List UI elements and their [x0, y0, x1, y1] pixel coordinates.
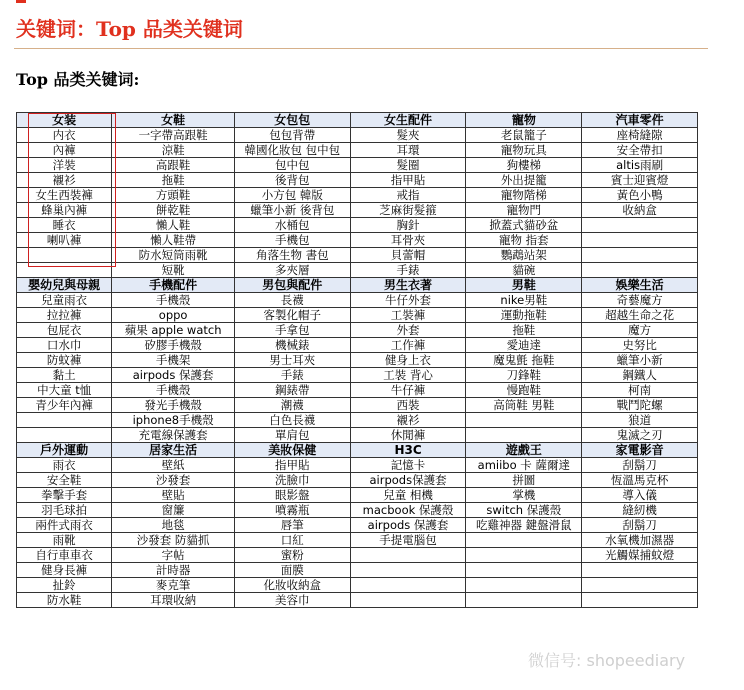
keyword-row — [17, 413, 698, 428]
keyword-cell: 窗簾 — [112, 503, 235, 518]
keyword-cell: 雨靴 — [17, 533, 112, 548]
category-header: 娛樂生活 — [582, 278, 698, 293]
keyword-cell: nike男鞋 — [466, 293, 582, 308]
keyword-cell: 指甲貼 — [350, 173, 466, 188]
keyword-cell: 懶人鞋 — [112, 218, 235, 233]
keyword-cell: switch 保護殼 — [466, 503, 582, 518]
keyword-cell: 矽膠手機殼 — [112, 338, 235, 353]
category-header: 女装 — [17, 113, 112, 128]
keyword-cell: 貝蕾帽 — [350, 248, 466, 263]
keyword-cell — [466, 593, 582, 608]
keyword-cell: 襯衫 — [17, 173, 112, 188]
keyword-cell: 洋裝 — [17, 158, 112, 173]
category-header: 女鞋 — [112, 113, 235, 128]
keyword-row — [17, 428, 698, 443]
keyword-cell — [466, 578, 582, 593]
keyword-cell: 戰鬥陀螺 — [582, 398, 698, 413]
category-header-row — [17, 443, 698, 458]
keyword-cell: 長襪 — [234, 293, 350, 308]
keyword-cell: 機械錶 — [234, 338, 350, 353]
keyword-row — [17, 353, 698, 368]
keyword-cell: 高跟鞋 — [112, 158, 235, 173]
keyword-cell: 髮夾 — [350, 128, 466, 143]
keyword-cell: 後背包 — [234, 173, 350, 188]
category-header: H3C — [350, 443, 466, 458]
keyword-cell: 内衣 — [17, 128, 112, 143]
keyword-cell: 耳環收納 — [112, 593, 235, 608]
keyword-cell: 史努比 — [582, 338, 698, 353]
keyword-cell: 西裝 — [350, 398, 466, 413]
category-header: 男生衣著 — [350, 278, 466, 293]
keyword-cell: 壁紙 — [112, 458, 235, 473]
keyword-cell: 工裝褲 — [350, 308, 466, 323]
keyword-cell: 外出提籠 — [466, 173, 582, 188]
keyword-cell: 蜜粉 — [234, 548, 350, 563]
keyword-cell: 耳環 — [350, 143, 466, 158]
keyword-cell: 寵物 指套 — [466, 233, 582, 248]
keyword-cell: 刮鬍刀 — [582, 458, 698, 473]
keyword-cell: 刀鋒鞋 — [466, 368, 582, 383]
keyword-cell: 自行車車衣 — [17, 548, 112, 563]
keyword-cell: 高筒鞋 男鞋 — [466, 398, 582, 413]
keyword-cell: 口水巾 — [17, 338, 112, 353]
keyword-cell: 美容巾 — [234, 593, 350, 608]
category-header: 男包與配件 — [234, 278, 350, 293]
keyword-cell: 狗樓梯 — [466, 158, 582, 173]
keyword-cell: 水氧機加濕器 — [582, 533, 698, 548]
keyword-row — [17, 263, 698, 278]
keyword-table — [16, 112, 698, 608]
keyword-cell: 唇筆 — [234, 518, 350, 533]
keyword-cell — [582, 578, 698, 593]
keyword-cell: 拖鞋 — [112, 173, 235, 188]
category-header: 女包包 — [234, 113, 350, 128]
category-header: 家電影音 — [582, 443, 698, 458]
keyword-cell: 魔方 — [582, 323, 698, 338]
keyword-cell: 愛迪達 — [466, 338, 582, 353]
keyword-cell: 鬼滅之刃 — [582, 428, 698, 443]
keyword-row — [17, 578, 698, 593]
keyword-row — [17, 188, 698, 203]
category-header: 居家生活 — [112, 443, 235, 458]
keyword-cell: 化妝收納盒 — [234, 578, 350, 593]
keyword-cell: 手錶 — [350, 263, 466, 278]
keyword-cell: 雨衣 — [17, 458, 112, 473]
keyword-cell: 多夾層 — [234, 263, 350, 278]
keyword-cell: 座椅縫隙 — [582, 128, 698, 143]
keyword-cell: altis雨刷 — [582, 158, 698, 173]
keyword-cell: 鋼鐵人 — [582, 368, 698, 383]
keyword-cell: 手機架 — [112, 353, 235, 368]
keyword-cell: 潮襪 — [234, 398, 350, 413]
category-header: 汽車零件 — [582, 113, 698, 128]
keyword-cell: oppo — [112, 308, 235, 323]
keyword-cell: 防水短筒雨靴 — [112, 248, 235, 263]
page-title: 关键词：Top 品类关键词 — [16, 17, 243, 41]
keyword-cell: 羽毛球拍 — [17, 503, 112, 518]
keyword-row — [17, 503, 698, 518]
keyword-cell — [582, 248, 698, 263]
keyword-cell: 貓碗 — [466, 263, 582, 278]
keyword-cell: 健身長褲 — [17, 563, 112, 578]
keyword-cell: 寵物門 — [466, 203, 582, 218]
keyword-cell — [582, 233, 698, 248]
keyword-cell: 安全帶扣 — [582, 143, 698, 158]
category-header: 戶外運動 — [17, 443, 112, 458]
keyword-cell: 沙發套 — [112, 473, 235, 488]
keyword-cell: 包中包 — [234, 158, 350, 173]
keyword-cell — [582, 593, 698, 608]
keyword-row — [17, 593, 698, 608]
keyword-cell: 防水鞋 — [17, 593, 112, 608]
keyword-cell: 兒童雨衣 — [17, 293, 112, 308]
keyword-cell — [582, 263, 698, 278]
keyword-cell: 黏土 — [17, 368, 112, 383]
keyword-cell: 面膜 — [234, 563, 350, 578]
section-subtitle: Top 品类关键词: — [16, 70, 140, 89]
keyword-cell: 手錶 — [234, 368, 350, 383]
keyword-cell: 男士耳夾 — [234, 353, 350, 368]
keyword-cell: 充電線保護套 — [112, 428, 235, 443]
top-accent-strip — [16, 0, 26, 3]
category-header: 手機配件 — [112, 278, 235, 293]
keyword-cell: 水桶包 — [234, 218, 350, 233]
keyword-cell: 中大童 t恤 — [17, 383, 112, 398]
keyword-row — [17, 173, 698, 188]
keyword-cell: 睡衣 — [17, 218, 112, 233]
keyword-cell: 懶人鞋帶 — [112, 233, 235, 248]
keyword-cell: 計時器 — [112, 563, 235, 578]
keyword-cell: 兒童 相機 — [350, 488, 466, 503]
category-header: 美妝保健 — [234, 443, 350, 458]
keyword-cell: 鸚鵡站架 — [466, 248, 582, 263]
keyword-cell: 包包背帶 — [234, 128, 350, 143]
category-header: 嬰幼兒與母親 — [17, 278, 112, 293]
keyword-cell: 韓國化妝包 包中包 — [234, 143, 350, 158]
keyword-cell: 防蚊褲 — [17, 353, 112, 368]
keyword-cell — [582, 218, 698, 233]
keyword-cell: 光觸媒捕蚊燈 — [582, 548, 698, 563]
keyword-cell: airpods 保護套 — [350, 518, 466, 533]
keyword-cell: 手提電腦包 — [350, 533, 466, 548]
keyword-cell: 兩件式雨衣 — [17, 518, 112, 533]
keyword-cell: amiibo 卡 薩爾達 — [466, 458, 582, 473]
keyword-cell: 掀蓋式貓砂盆 — [466, 218, 582, 233]
keyword-row — [17, 383, 698, 398]
category-header-row — [17, 113, 698, 128]
keyword-cell: 小方包 韓版 — [234, 188, 350, 203]
keyword-cell: 壁貼 — [112, 488, 235, 503]
keyword-cell: 刮鬍刀 — [582, 518, 698, 533]
keyword-cell: 拉拉褲 — [17, 308, 112, 323]
keyword-cell: 白色長襪 — [234, 413, 350, 428]
keyword-cell: 客製化帽子 — [234, 308, 350, 323]
keyword-row — [17, 473, 698, 488]
keyword-cell: 地毯 — [112, 518, 235, 533]
keyword-cell: 拖鞋 — [466, 323, 582, 338]
category-header: 寵物 — [466, 113, 582, 128]
keyword-row — [17, 563, 698, 578]
keyword-cell: 襯衫 — [350, 413, 466, 428]
keyword-cell — [17, 413, 112, 428]
keyword-cell: 女生西裝褲 — [17, 188, 112, 203]
keyword-row — [17, 338, 698, 353]
keyword-cell — [466, 413, 582, 428]
keyword-cell: 單肩包 — [234, 428, 350, 443]
keyword-row — [17, 308, 698, 323]
keyword-cell: 手機包 — [234, 233, 350, 248]
keyword-row — [17, 233, 698, 248]
keyword-cell: 手拿包 — [234, 323, 350, 338]
keyword-cell — [466, 533, 582, 548]
keyword-cell: 蜂巢內褲 — [17, 203, 112, 218]
keyword-cell: 蘋果 apple watch — [112, 323, 235, 338]
keyword-cell: 狼道 — [582, 413, 698, 428]
keyword-row — [17, 248, 698, 263]
keyword-row — [17, 203, 698, 218]
category-header: 遊戲王 — [466, 443, 582, 458]
keyword-cell: 健身上衣 — [350, 353, 466, 368]
keyword-cell: 柯南 — [582, 383, 698, 398]
keyword-cell: 方頭鞋 — [112, 188, 235, 203]
keyword-row — [17, 368, 698, 383]
keyword-row — [17, 518, 698, 533]
category-header: 女生配件 — [350, 113, 466, 128]
keyword-cell: airpods保護套 — [350, 473, 466, 488]
keyword-cell: 一字帶高跟鞋 — [112, 128, 235, 143]
keyword-cell: macbook 保護殼 — [350, 503, 466, 518]
keyword-cell: 記憶卡 — [350, 458, 466, 473]
keyword-cell: 蠟筆小新 — [582, 353, 698, 368]
keyword-cell: 牛仔外套 — [350, 293, 466, 308]
keyword-row — [17, 488, 698, 503]
keyword-cell: 涼鞋 — [112, 143, 235, 158]
keyword-cell: 魔鬼氈 拖鞋 — [466, 353, 582, 368]
keyword-cell: 耳骨夾 — [350, 233, 466, 248]
keyword-cell: 餅乾鞋 — [112, 203, 235, 218]
keyword-cell: iphone8手機殼 — [112, 413, 235, 428]
wechat-watermark: 微信号: shopeediary — [528, 651, 686, 670]
keyword-cell: 寵物階梯 — [466, 188, 582, 203]
keyword-cell: 導入儀 — [582, 488, 698, 503]
highlight-box — [28, 113, 116, 267]
keyword-cell: 休閒褲 — [350, 428, 466, 443]
keyword-cell: 外套 — [350, 323, 466, 338]
keyword-row — [17, 158, 698, 173]
keyword-cell: 奇藝魔方 — [582, 293, 698, 308]
keyword-cell: 麥克筆 — [112, 578, 235, 593]
keyword-cell: 縫紉機 — [582, 503, 698, 518]
keyword-cell: 手機殼 — [112, 293, 235, 308]
keyword-row — [17, 218, 698, 233]
keyword-cell: 掌機 — [466, 488, 582, 503]
keyword-cell: 黃色小鴨 — [582, 188, 698, 203]
keyword-row — [17, 293, 698, 308]
keyword-cell: 髮圈 — [350, 158, 466, 173]
keyword-cell: 蠟筆小新 後背包 — [234, 203, 350, 218]
keyword-cell: 芝麻街髮箍 — [350, 203, 466, 218]
keyword-cell — [350, 593, 466, 608]
keyword-cell: 發光手機殼 — [112, 398, 235, 413]
keyword-cell — [350, 563, 466, 578]
keyword-row — [17, 323, 698, 338]
keyword-cell — [350, 548, 466, 563]
keyword-cell: 運動拖鞋 — [466, 308, 582, 323]
keyword-cell: 喇叭褲 — [17, 233, 112, 248]
keyword-cell: 恆溫馬克杯 — [582, 473, 698, 488]
keyword-cell: 賓士迎賓燈 — [582, 173, 698, 188]
keyword-cell: 角落生物 書包 — [234, 248, 350, 263]
keyword-cell: 沙發套 防貓抓 — [112, 533, 235, 548]
keyword-cell — [466, 548, 582, 563]
keyword-cell: 老鼠籠子 — [466, 128, 582, 143]
category-header: 男鞋 — [466, 278, 582, 293]
keyword-cell: 慢跑鞋 — [466, 383, 582, 398]
keyword-row — [17, 458, 698, 473]
keyword-cell: 牛仔褲 — [350, 383, 466, 398]
keyword-cell: 戒指 — [350, 188, 466, 203]
keyword-cell: 拳擊手套 — [17, 488, 112, 503]
keyword-cell: 拼圖 — [466, 473, 582, 488]
keyword-cell: 扯鈴 — [17, 578, 112, 593]
keyword-cell: 指甲貼 — [234, 458, 350, 473]
keyword-cell: 胸針 — [350, 218, 466, 233]
keyword-cell: 工作褲 — [350, 338, 466, 353]
keyword-cell: 短靴 — [112, 263, 235, 278]
keyword-row — [17, 398, 698, 413]
keyword-cell: 超越生命之花 — [582, 308, 698, 323]
keyword-cell: airpods 保護套 — [112, 368, 235, 383]
keyword-cell — [582, 563, 698, 578]
keyword-cell — [17, 428, 112, 443]
keyword-cell — [466, 428, 582, 443]
keyword-cell: 工裝 背心 — [350, 368, 466, 383]
keyword-cell: 鋼錶帶 — [234, 383, 350, 398]
keyword-cell: 寵物玩具 — [466, 143, 582, 158]
keyword-cell — [466, 563, 582, 578]
keyword-cell — [350, 578, 466, 593]
keyword-cell: 洗臉巾 — [234, 473, 350, 488]
keyword-cell: 安全鞋 — [17, 473, 112, 488]
keyword-row — [17, 533, 698, 548]
keyword-cell: 青少年內褲 — [17, 398, 112, 413]
keyword-cell: 吃雞神器 鍵盤滑鼠 — [466, 518, 582, 533]
keyword-cell: 噴霧瓶 — [234, 503, 350, 518]
keyword-cell: 收納盒 — [582, 203, 698, 218]
category-header-row — [17, 278, 698, 293]
keyword-cell: 字帖 — [112, 548, 235, 563]
keyword-cell: 眼影盤 — [234, 488, 350, 503]
keyword-cell: 手機殼 — [112, 383, 235, 398]
title-divider — [14, 48, 708, 49]
keyword-cell: 內褲 — [17, 143, 112, 158]
keyword-row — [17, 128, 698, 143]
keyword-row — [17, 143, 698, 158]
keyword-row — [17, 548, 698, 563]
keyword-cell: 包屁衣 — [17, 323, 112, 338]
keyword-cell: 口紅 — [234, 533, 350, 548]
